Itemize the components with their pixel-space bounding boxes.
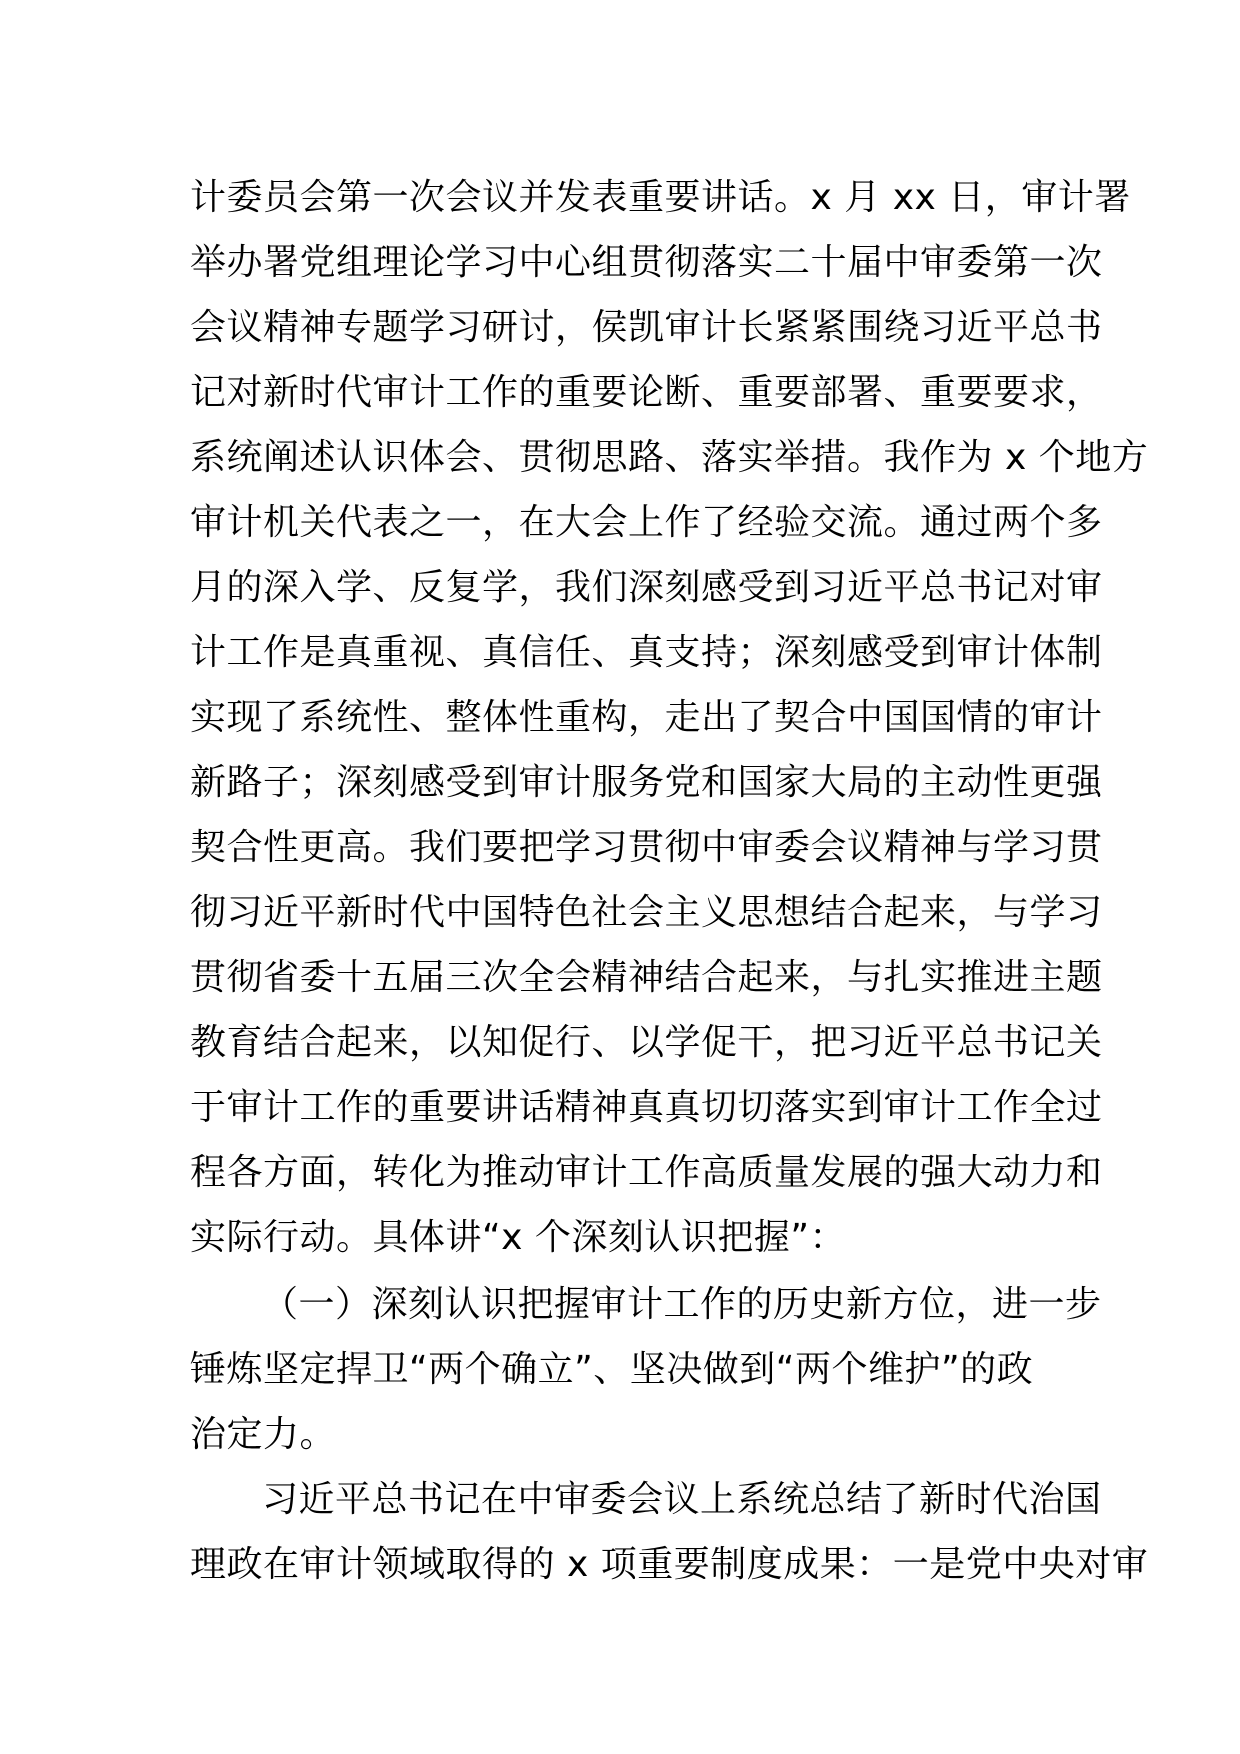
heading-line: 锤炼坚定捍卫“两个确立”、坚决做到“两个维护”的政 <box>190 1349 1034 1390</box>
text-line: 理政在审计领域取得的 x 项重要制度成果：一是党中央对审 <box>190 1544 1149 1585</box>
text-line: 新路子；深刻感受到审计服务党和国家大局的主动性更强 <box>190 762 1103 803</box>
text-line: 实际行动。具体讲“x 个深刻认识把握”： <box>190 1217 847 1258</box>
text-line: 审计机关代表之一，在大会上作了经验交流。通过两个多 <box>190 502 1103 543</box>
section-heading-1 <box>190 1272 1102 1467</box>
text-line: 会议精神专题学习研讨，侯凯审计长紧紧围绕习近平总书 <box>190 307 1103 348</box>
text-line: 于审计工作的重要讲话精神真真切切落实到审计工作全过 <box>190 1087 1103 1128</box>
text-line: 记对新时代审计工作的重要论断、重要部署、重要要求， <box>190 372 1103 413</box>
text-line: 系统阐述认识体会、贯彻思路、落实举措。我作为 x 个地方 <box>190 437 1149 478</box>
paragraph-body <box>190 1467 1149 1597</box>
heading-line: （一）深刻认识把握审计工作的历史新方位，进一步 <box>262 1284 1102 1325</box>
text-line: 契合性更高。我们要把学习贯彻中审委会议精神与学习贯 <box>190 827 1103 868</box>
paragraph-intro <box>190 165 1149 1270</box>
text-line: 习近平总书记在中审委会议上系统总结了新时代治国 <box>262 1479 1102 1520</box>
heading-line: 治定力。 <box>190 1414 337 1455</box>
text-line: 计工作是真重视、真信任、真支持；深刻感受到审计体制 <box>190 632 1103 673</box>
text-line: 实现了系统性、整体性重构，走出了契合中国国情的审计 <box>190 697 1103 738</box>
text-line: 彻习近平新时代中国特色社会主义思想结合起来，与学习 <box>190 892 1103 933</box>
text-line: 举办署党组理论学习中心组贯彻落实二十届中审委第一次 <box>190 242 1103 283</box>
text-line: 计委员会第一次会议并发表重要讲话。x 月 xx 日，审计署 <box>190 177 1131 218</box>
text-line: 月的深入学、反复学，我们深刻感受到习近平总书记对审 <box>190 567 1103 608</box>
text-line: 贯彻省委十五届三次全会精神结合起来，与扎实推进主题 <box>190 957 1103 998</box>
text-line: 教育结合起来，以知促行、以学促干，把习近平总书记关 <box>190 1022 1103 1063</box>
text-line: 程各方面，转化为推动审计工作高质量发展的强大动力和 <box>190 1152 1103 1193</box>
